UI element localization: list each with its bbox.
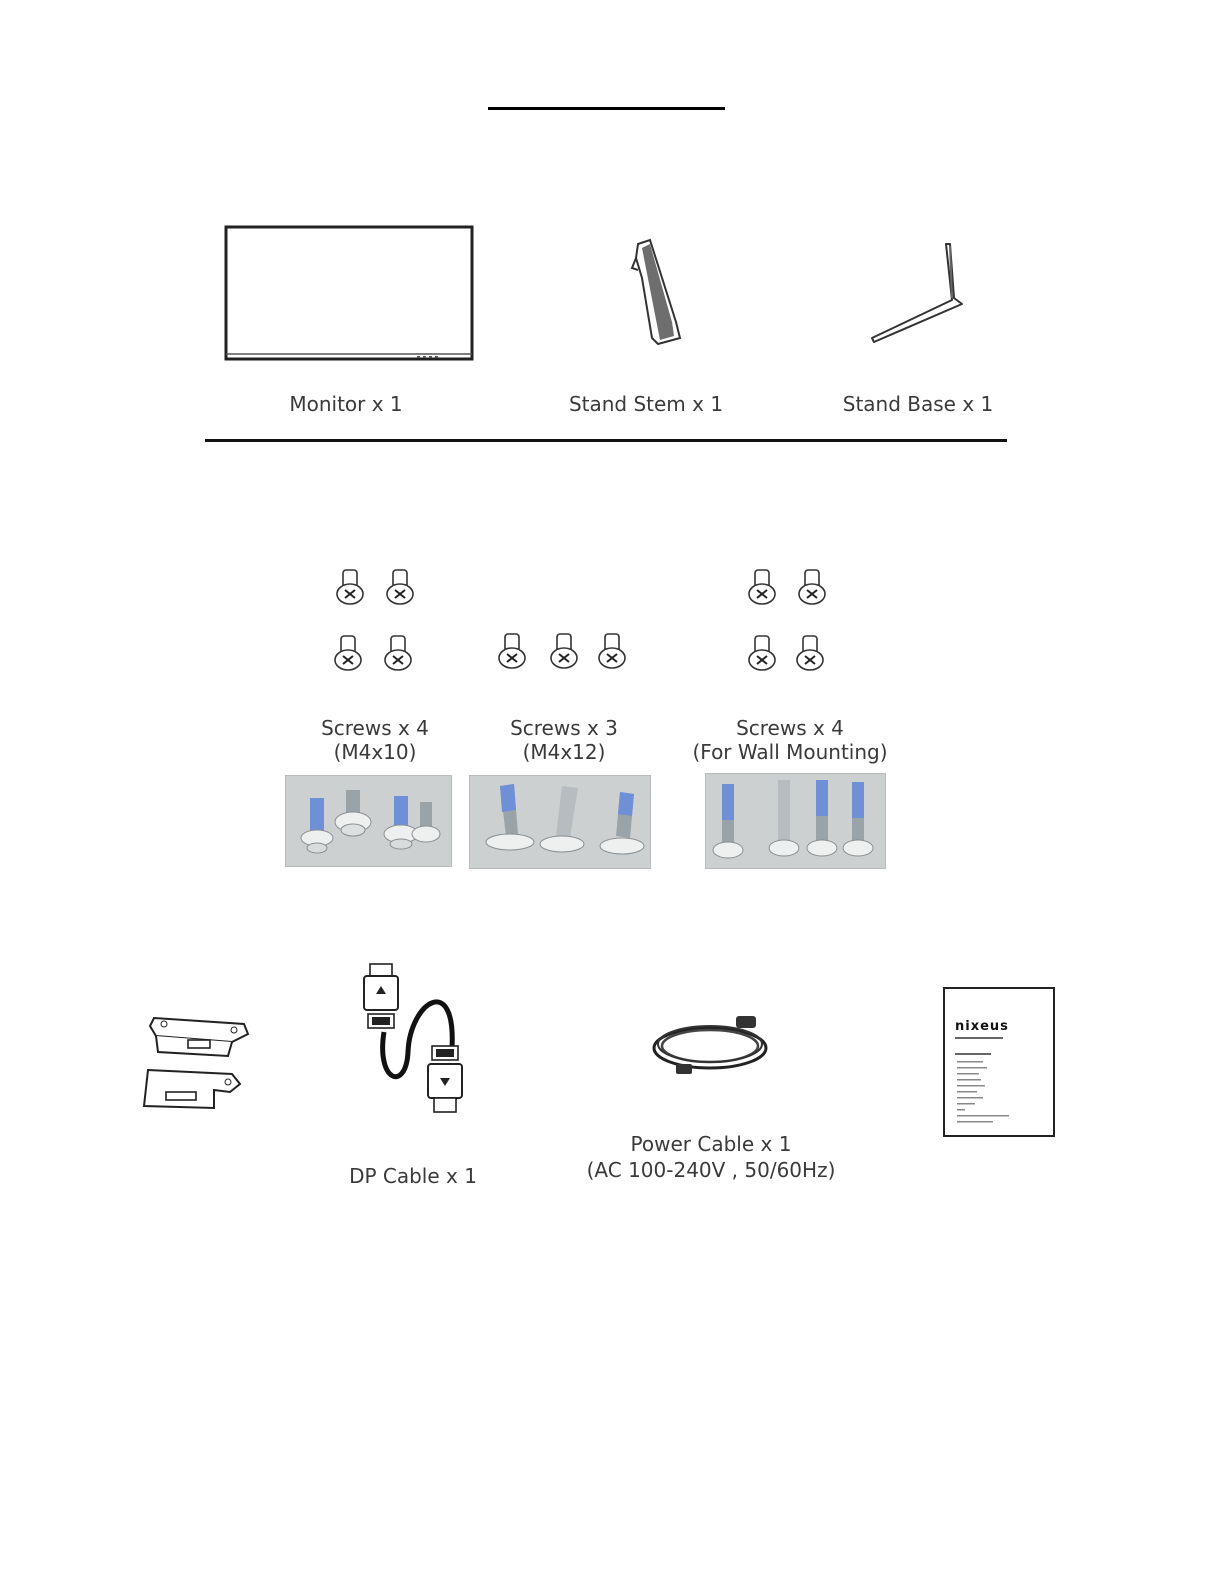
stand-base-label: Stand Base x 1 xyxy=(842,392,994,416)
section-divider xyxy=(205,439,1007,442)
screws-m4x10-label-line2: (M4x10) xyxy=(333,740,417,764)
stand-stem-label: Stand Stem x 1 xyxy=(568,392,724,416)
power-cable-label-line1: Power Cable x 1 xyxy=(630,1132,792,1156)
manual-brand-logo: nixeus xyxy=(955,1019,1009,1034)
screws-m4x10-photo xyxy=(285,775,452,867)
screws-m4x10-label-line1: Screws x 4 xyxy=(321,716,429,740)
power-cable-label-line2: (AC 100-240V , 50/60Hz) xyxy=(586,1158,836,1182)
screws-m4x12-drawing xyxy=(494,622,634,678)
screws-m4x12-photo xyxy=(469,775,651,869)
header-rule xyxy=(488,107,725,110)
screws-m4x12-label-line1: Screws x 3 xyxy=(510,716,618,740)
power-cable-illustration xyxy=(650,1010,774,1076)
screws-wall-photo xyxy=(705,773,886,869)
monitor-illustration xyxy=(222,224,476,364)
screws-wall-label-line1: Screws x 4 xyxy=(736,716,844,740)
bracket-illustration xyxy=(136,1012,252,1116)
dp-cable-illustration xyxy=(356,962,482,1120)
monitor-label: Monitor x 1 xyxy=(289,392,403,416)
screws-m4x10-drawing xyxy=(330,562,422,680)
stand-base-illustration xyxy=(866,238,970,346)
stand-stem-illustration xyxy=(628,238,684,346)
dp-cable-label: DP Cable x 1 xyxy=(349,1164,477,1188)
screws-m4x12-label-line2: (M4x12) xyxy=(522,740,606,764)
screws-wall-label-line2: (For Wall Mounting) xyxy=(692,740,888,764)
screws-wall-drawing xyxy=(740,562,832,680)
user-manual-illustration xyxy=(943,987,1055,1137)
